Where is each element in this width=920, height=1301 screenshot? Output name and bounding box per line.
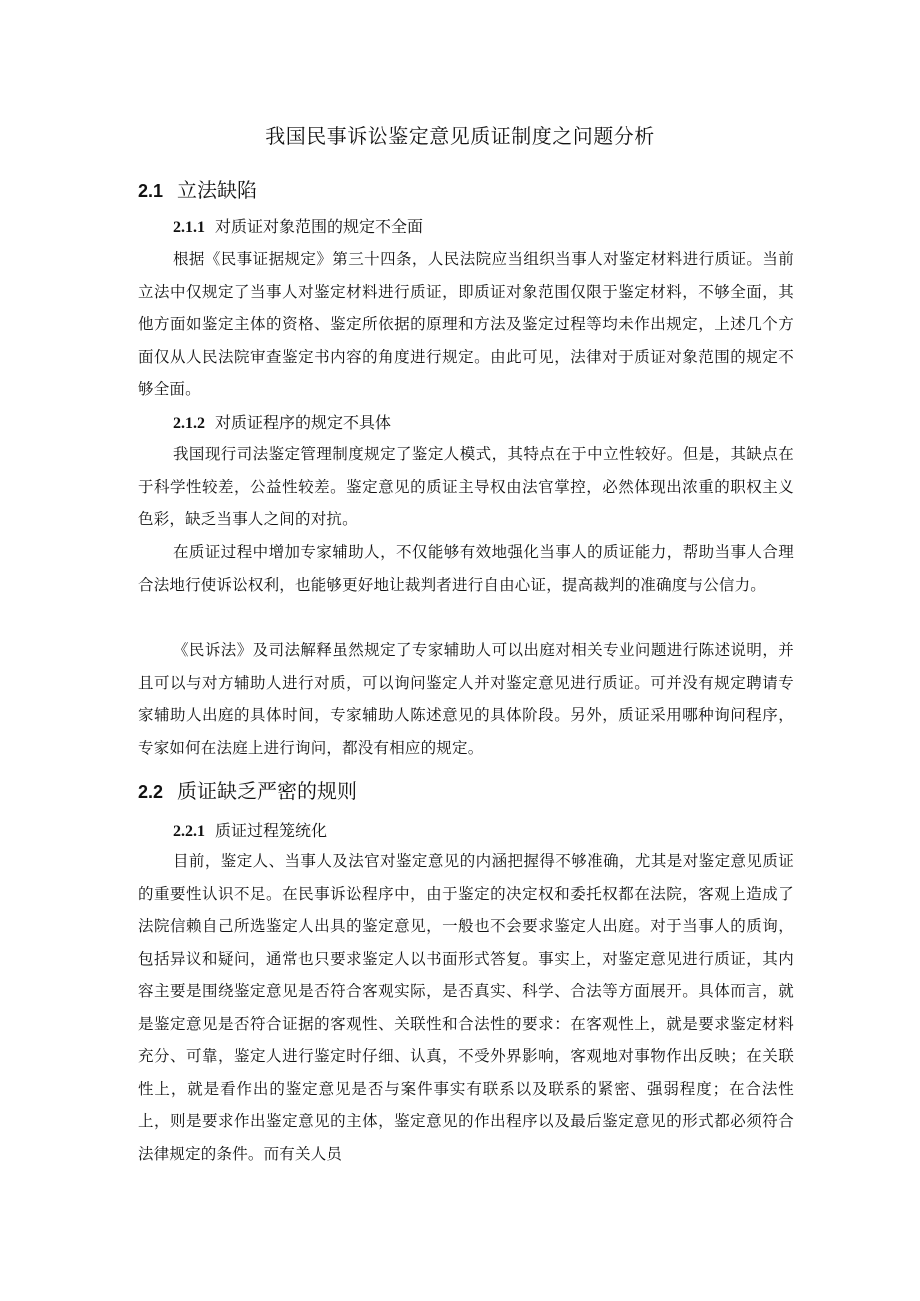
paragraph: 我国现行司法鉴定管理制度规定了鉴定人模式，其特点在于中立性较好。但是，其缺点在于科学性较差，公益性较差。鉴定意见的质证主导权由法官掌控，必然体现出浓重的职权主义色彩，缺乏当事人之间的对抗。 xyxy=(138,445,794,528)
section-title: 质证缺乏严密的规则 xyxy=(177,779,358,803)
subsection-heading xyxy=(173,410,813,433)
paragraph: 根据《民事证据规定》第三十四条，人民法院应当组织当事人对鉴定材料进行质证。当前立法中仅规定了当事人对鉴定材料进行质证，即质证对象范围仅限于鉴定材料，不够全面，其他方面如鉴定主体的资格、鉴定所依据的原理和方法及鉴定过程等均未作出规定，上述几个方面仅从人民法院审查鉴定书内容的角度进行规定。由此可见，法律对于质证对象范围的规定不够全面。 xyxy=(138,250,794,398)
paragraph: 《民诉法》及司法解释虽然规定了专家辅助人可以出庭对相关专业问题进行陈述说明，并且可以与对方辅助人进行对质，可以询问鉴定人并对鉴定意见进行质证。可并没有规定聘请专家辅助人出庭的具体时间，专家辅助人陈述意见的具体阶段。另外，质证采用哪种询问程序，专家如何在法庭上进行询问，都没有相应的规定。 xyxy=(138,641,794,757)
subsection-number: 2.1.1 xyxy=(173,219,205,236)
section-title: 立法缺陷 xyxy=(177,178,258,202)
paragraph: 目前，鉴定人、当事人及法官对鉴定意见的内涵把握得不够准确，尤其是对鉴定意见质证的重要性认识不足。在民事诉讼程序中，由于鉴定的决定权和委托权都在法院，客观上造成了法院信赖自己所选鉴定人出具的鉴定意见，一般也不会要求鉴定人出庭。对于当事人的质询，包括异议和疑问，通常也只要求鉴定人以书面形式答复。事实上，对鉴定意见进行质证，其内容主要是围绕鉴定意见是否符合客观实际，是否真实、科学、合法等方面展开。具体而言，就是鉴定意见是否符合证据的客观性、关联性和合法性的要求：在客观性上，就是要求鉴定材料充分、可靠，鉴定人进行鉴定时仔细、认真，不受外界影响，客观地对事物作出反映；在关联性上，就是看作出的鉴定意见是否与案件事实有联系以及联系的紧密、强弱程度；在合法性上，则是要求作出鉴定意见的主体，鉴定意见的作出程序以及最后鉴定意见的形式都必须符合法律规定的条件。而有关人员 xyxy=(138,852,794,1163)
subsection-title: 质证过程笼统化 xyxy=(215,821,328,840)
section-number: 2.1 xyxy=(138,181,164,201)
section-number: 2.2 xyxy=(138,782,164,802)
section-heading xyxy=(138,775,798,804)
paragraph: 在质证过程中增加专家辅助人，不仅能够有效地强化当事人的质证能力，帮助当事人合理合法地行使诉讼权利，也能够更好地让裁判者进行自由心证，提高裁判的准确度与公信力。 xyxy=(138,543,794,594)
subsection-number: 2.2.1 xyxy=(173,823,205,840)
subsection-title: 对质证对象范围的规定不全面 xyxy=(215,217,424,236)
section-heading xyxy=(138,174,798,203)
subsection-heading xyxy=(173,214,813,237)
document-title: 我国民事诉讼鉴定意见质证制度之问题分析 xyxy=(265,124,655,148)
subsection-title: 对质证程序的规定不具体 xyxy=(215,413,392,432)
subsection-heading xyxy=(173,818,813,841)
subsection-number: 2.1.2 xyxy=(173,415,205,432)
